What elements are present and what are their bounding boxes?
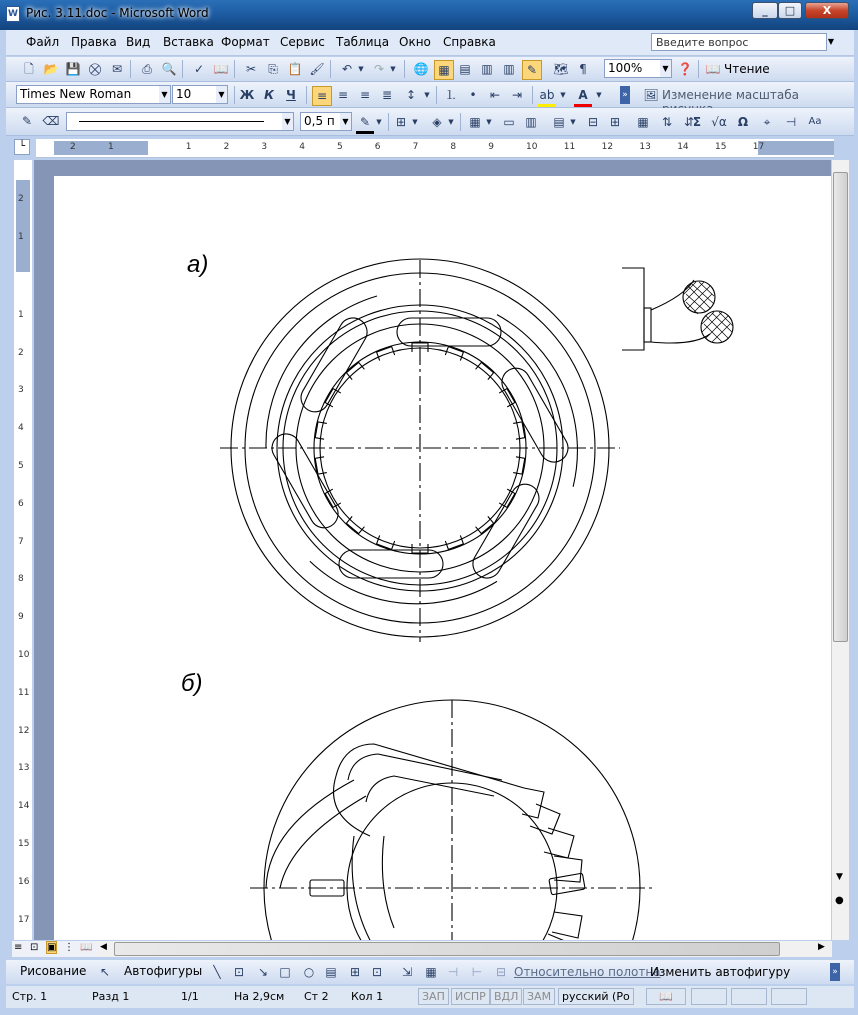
ruler-h-label: 9 xyxy=(488,142,494,152)
status-language[interactable]: русский (Ро xyxy=(558,988,634,1005)
ruler-v-label: 17 xyxy=(18,914,30,925)
underline-button[interactable]: Ч xyxy=(286,88,296,102)
scale-drawing-icon[interactable]: ⇲ xyxy=(401,965,413,979)
insert-table-icon[interactable]: ▤ xyxy=(459,62,471,76)
align-right-icon[interactable]: ≡ xyxy=(359,88,371,102)
distribute-rows-icon[interactable]: ⊟ xyxy=(587,115,599,129)
chevron-down-icon[interactable]: ▼ xyxy=(376,118,382,126)
paste-icon[interactable]: 📋 xyxy=(287,62,303,76)
vertical-scroll-thumb[interactable] xyxy=(833,172,848,642)
menu-insert[interactable]: Вставка xyxy=(163,35,214,49)
maximize-button[interactable]: □ xyxy=(778,2,802,19)
ruler-v-label: 8 xyxy=(18,574,24,585)
chevron-down-icon[interactable]: ▼ xyxy=(660,60,671,77)
status-page: Стр. 1 xyxy=(12,990,48,1003)
chevron-down-icon[interactable]: ▼ xyxy=(560,91,566,99)
numbering-icon[interactable]: ⒈ xyxy=(444,88,457,102)
format-painter-icon[interactable]: 🖌 xyxy=(309,62,325,76)
view-buttons xyxy=(12,941,98,957)
ruler-v-label: 10 xyxy=(18,650,30,660)
zoom-select[interactable]: 100% ▼ xyxy=(604,59,672,78)
copy-icon[interactable]: ⎘ xyxy=(268,62,278,76)
ruler-v-label: 14 xyxy=(18,801,30,812)
menu-file[interactable]: Файл xyxy=(26,35,60,49)
drawing-toolbar xyxy=(6,960,854,984)
print-icon[interactable]: ⎙ xyxy=(142,62,152,76)
ruler-v-label: 15 xyxy=(18,839,30,849)
cut-icon[interactable]: ✂ xyxy=(245,62,257,76)
ruler-v-label: 12 xyxy=(18,725,30,736)
save-icon[interactable]: 💾 xyxy=(65,62,81,76)
paint-icon[interactable]: ⌖ xyxy=(763,115,771,129)
line-style-select[interactable] xyxy=(66,112,294,131)
menu-tools[interactable]: Сервис xyxy=(280,35,325,49)
ruler-h-label: 7 xyxy=(412,142,419,152)
close-button[interactable]: X xyxy=(805,2,849,19)
document-area[interactable] xyxy=(34,160,831,940)
ruler-h-label: 17 xyxy=(752,142,765,152)
spelling-status-icon[interactable]: 📖 xyxy=(646,988,686,1005)
ruler-v-label: 1 xyxy=(18,309,24,320)
ruler-h-label: 13 xyxy=(639,142,651,152)
chevron-down-icon[interactable]: ▼ xyxy=(596,91,602,99)
ruler-v-label: 1 xyxy=(18,232,24,242)
bold-button[interactable]: Ж xyxy=(239,88,255,102)
line-weight-select[interactable]: 0,5 п ▼ xyxy=(300,112,352,131)
permission-icon[interactable]: ⛒ xyxy=(88,62,102,76)
stator-slots-b xyxy=(522,788,582,940)
spelling-icon[interactable]: ✓ xyxy=(193,62,205,76)
undo-icon[interactable]: ↶ xyxy=(341,62,353,76)
new-document-icon[interactable]: 🗋 xyxy=(24,62,34,76)
chevron-down-icon[interactable]: ▼ xyxy=(159,86,170,103)
insert-table-icon[interactable]: ▦ xyxy=(469,115,481,129)
status-section: Разд 1 xyxy=(92,990,130,1003)
status-empty-2 xyxy=(731,988,767,1005)
picture-scale-button[interactable]: Изменение масштаба xyxy=(662,88,799,102)
ruler-h-label: 2 xyxy=(223,142,230,152)
ruler-h-label: 10 xyxy=(526,142,538,152)
relative-icon[interactable]: ⊟ xyxy=(495,965,507,979)
symbol-icon[interactable]: Ω xyxy=(737,115,749,129)
text-box-icon[interactable]: ▤ xyxy=(325,965,337,979)
reading-view-icon[interactable]: 📖 xyxy=(80,942,93,953)
status-extend[interactable]: ВДЛ xyxy=(490,988,522,1005)
web-view-icon[interactable]: ⊡ xyxy=(30,942,39,953)
text-direction-icon[interactable]: ⇅ xyxy=(661,115,673,129)
window-title: Рис. 3.11.doc - Microsoft Word xyxy=(26,6,209,20)
menu-format[interactable]: Формат xyxy=(221,35,270,49)
ruler-v-label: 5 xyxy=(18,461,24,471)
distribute-columns-icon[interactable]: ⊞ xyxy=(609,115,621,129)
toolbar-options-icon[interactable]: » xyxy=(830,963,840,981)
change-autoshape-button[interactable]: Изменить автофигуру xyxy=(650,965,791,979)
drawing-icon[interactable]: ✎ xyxy=(522,60,542,80)
arrow-icon[interactable]: ↘ xyxy=(257,965,269,979)
menu-view[interactable]: Вид xyxy=(126,35,151,49)
word-app-icon[interactable]: W xyxy=(6,6,20,22)
split-cells-icon[interactable]: ▥ xyxy=(525,115,537,129)
center-lines-b xyxy=(250,700,654,940)
chevron-down-icon[interactable]: ▼ xyxy=(448,118,454,126)
select-objects-icon[interactable]: ↖ xyxy=(99,965,111,979)
center-lines-a xyxy=(220,260,620,642)
line-style-preview xyxy=(79,121,264,122)
scroll-right-icon[interactable]: ▶ xyxy=(818,942,825,952)
chevron-down-icon[interactable]: ▼ xyxy=(216,86,227,103)
reading-mode-button[interactable]: Чтение xyxy=(724,62,770,76)
ruler-h-label: 4 xyxy=(299,142,305,152)
eraser-icon[interactable]: ⌫ xyxy=(42,114,60,128)
oval-icon[interactable]: ○ xyxy=(303,965,315,979)
font-color-icon[interactable]: A xyxy=(574,86,592,107)
menu-edit[interactable]: Правка xyxy=(71,35,117,49)
minimize-button[interactable]: _ xyxy=(752,2,778,19)
reading-mode-icon[interactable]: 📖 xyxy=(705,62,721,76)
chevron-down-icon[interactable]: ▼ xyxy=(282,113,293,130)
ruler-v-label: 3 xyxy=(18,385,24,396)
normal-view-icon[interactable]: ≡ xyxy=(14,942,23,953)
font-size-select[interactable]: 10 ▼ xyxy=(172,85,228,104)
menu-help[interactable]: Справка xyxy=(443,35,496,49)
chevron-down-icon[interactable]: ▼ xyxy=(358,65,364,73)
ruler-v-label: 7 xyxy=(18,536,24,547)
ruler-h-label: 1 xyxy=(108,142,114,152)
chevron-down-icon[interactable]: ▼ xyxy=(390,65,396,73)
pin-icon[interactable]: ⊣ xyxy=(785,115,797,129)
coil-cross-section xyxy=(622,268,733,350)
chevron-down-icon[interactable]: ▼ xyxy=(827,37,835,46)
equation-icon[interactable]: √α xyxy=(711,115,727,129)
chevron-down-icon[interactable]: ▼ xyxy=(424,91,430,99)
status-record[interactable]: ЗАП xyxy=(418,988,449,1005)
distribute-icon[interactable]: ⊢ xyxy=(471,965,483,979)
ask-question-input[interactable]: Введите вопрос xyxy=(651,33,827,51)
align-center-icon[interactable]: ≡ xyxy=(337,88,349,102)
scroll-down-icon[interactable]: ▼ xyxy=(836,872,843,882)
status-line: Ст 2 xyxy=(304,990,329,1003)
tables-borders-icon[interactable]: ▦ xyxy=(434,60,454,80)
outline-view-icon[interactable]: ⋮ xyxy=(64,942,74,953)
horizontal-ruler[interactable] xyxy=(36,139,834,158)
status-empty-1 xyxy=(691,988,727,1005)
ruler-h-label: 5 xyxy=(337,142,343,152)
table-autoformat-icon[interactable]: ▦ xyxy=(637,115,649,129)
decrease-indent-icon[interactable]: ⇤ xyxy=(489,88,501,102)
line-spacing-icon[interactable]: ↕ xyxy=(405,88,417,102)
status-column: Кол 1 xyxy=(351,990,384,1003)
status-overtype[interactable]: ЗАМ xyxy=(523,988,555,1005)
vertical-scrollbar[interactable] xyxy=(832,160,849,940)
relative-to-canvas-button[interactable]: Относительно полотна xyxy=(514,965,661,979)
figure-label-a: а) xyxy=(187,251,209,278)
status-track-changes[interactable]: ИСПР xyxy=(451,988,490,1005)
ruler-h-label: 3 xyxy=(261,142,268,152)
font-name-select[interactable]: Times New Roman ▼ xyxy=(16,85,171,104)
document-map-icon[interactable]: 🗺 xyxy=(553,62,569,76)
borders-icon[interactable]: ⊞ xyxy=(395,115,407,129)
bullets-icon[interactable]: • xyxy=(469,88,477,102)
ruler-h-label: 8 xyxy=(450,142,457,152)
print-layout-icon[interactable]: ▣ xyxy=(47,942,57,953)
ruler-v-label: 9 xyxy=(18,612,24,623)
ruler-h-label: 15 xyxy=(715,142,727,152)
status-empty-3 xyxy=(771,988,807,1005)
status-pages: 1/1 xyxy=(181,990,199,1003)
document-page[interactable] xyxy=(54,176,831,940)
columns-icon[interactable]: ▥ xyxy=(503,62,515,76)
status-position: На 2,9см xyxy=(234,990,285,1003)
ruler-v-label: 16 xyxy=(18,876,30,887)
horizontal-scroll-thumb[interactable] xyxy=(114,942,780,956)
toolbar-options-icon[interactable]: » xyxy=(620,86,630,104)
chevron-down-icon[interactable]: ▼ xyxy=(412,118,418,126)
show-formatting-icon[interactable]: ¶ xyxy=(579,62,587,76)
menu-table[interactable]: Таблица xyxy=(336,35,390,49)
help-icon[interactable]: ❓ xyxy=(677,62,693,76)
horizontal-scrollbar[interactable] xyxy=(98,941,832,957)
picture-scale-icon[interactable]: 🖼 xyxy=(643,88,659,102)
ruler-v-label: 13 xyxy=(18,763,30,774)
stator-winding-drawing[interactable] xyxy=(54,176,831,940)
ruler-h-label: 6 xyxy=(374,142,381,152)
draw-table-icon[interactable]: ✎ xyxy=(21,114,33,128)
highlight-icon[interactable]: ab xyxy=(538,86,556,107)
sort-icon[interactable]: ⇵ xyxy=(683,115,695,129)
research-icon[interactable]: 📖 xyxy=(213,62,229,76)
drawing-menu-button[interactable]: Рисование xyxy=(20,964,87,978)
tables-borders-toolbar xyxy=(6,108,854,136)
redo-icon[interactable]: ↷ xyxy=(373,62,385,76)
ruler-h-label: 2 xyxy=(70,142,76,152)
coil-loop-b xyxy=(266,744,585,940)
status-bar xyxy=(6,986,854,1008)
ruler-v-label: 2 xyxy=(18,347,24,358)
title-bar xyxy=(0,0,858,30)
email-icon[interactable]: ✉ xyxy=(111,62,123,76)
hyperlink-icon[interactable]: 🌐 xyxy=(413,62,429,76)
chevron-down-icon[interactable]: ▼ xyxy=(570,118,576,126)
print-preview-icon[interactable]: 🔍 xyxy=(161,62,177,76)
ruler-h-label: 11 xyxy=(563,142,576,152)
autoshapes-button[interactable]: Автофигуры xyxy=(124,964,203,978)
autosum-icon[interactable]: Σ xyxy=(692,115,702,129)
insert-excel-icon[interactable]: ▥ xyxy=(481,62,493,76)
expand-drawing-icon[interactable]: ⊡ xyxy=(371,965,383,979)
align-left-icon[interactable]: ≡ xyxy=(312,86,332,106)
border-color-icon[interactable]: ✎ xyxy=(356,113,374,134)
align-icon[interactable]: ⊣ xyxy=(447,965,459,979)
open-folder-icon[interactable]: 📂 xyxy=(43,62,59,76)
connector-icon[interactable]: ⊡ xyxy=(233,965,245,979)
align-cell-icon[interactable]: ▤ xyxy=(553,115,565,129)
ruler-v-label: 11 xyxy=(18,687,30,698)
ruler-h-label: 1 xyxy=(185,142,192,152)
shading-icon[interactable]: ◈ xyxy=(432,115,442,129)
formatting-toolbar xyxy=(6,82,854,108)
increase-indent-icon[interactable]: ⇥ xyxy=(511,88,523,102)
select-browse-object-icon[interactable]: ● xyxy=(835,895,844,906)
ruler-v-label: 4 xyxy=(18,423,24,434)
ruler-h-label: 12 xyxy=(601,142,614,152)
tab-selector[interactable]: └ xyxy=(14,139,30,155)
change-case-icon[interactable]: Aa xyxy=(808,116,822,127)
figure-label-b: б) xyxy=(181,670,203,697)
vertical-ruler[interactable] xyxy=(14,160,32,940)
grid-icon[interactable]: ▦ xyxy=(425,965,437,979)
justify-icon[interactable]: ≣ xyxy=(381,88,393,102)
menu-window[interactable]: Окно xyxy=(399,35,431,49)
ruler-v-label: 6 xyxy=(18,498,24,509)
ruler-v-label: 2 xyxy=(18,194,24,204)
rectangle-icon[interactable]: □ xyxy=(279,965,291,979)
italic-button[interactable]: К xyxy=(264,88,274,102)
chevron-down-icon[interactable]: ▼ xyxy=(340,113,351,130)
ruler-h-label: 14 xyxy=(677,142,689,152)
merge-cells-icon[interactable]: ▭ xyxy=(503,115,515,129)
standard-toolbar xyxy=(6,57,854,82)
chevron-down-icon[interactable]: ▼ xyxy=(486,118,492,126)
menu-bar xyxy=(6,30,854,56)
scroll-left-icon[interactable]: ◀ xyxy=(100,942,107,952)
fit-drawing-icon[interactable]: ⊞ xyxy=(349,965,361,979)
line-icon[interactable]: ╲ xyxy=(213,965,221,979)
